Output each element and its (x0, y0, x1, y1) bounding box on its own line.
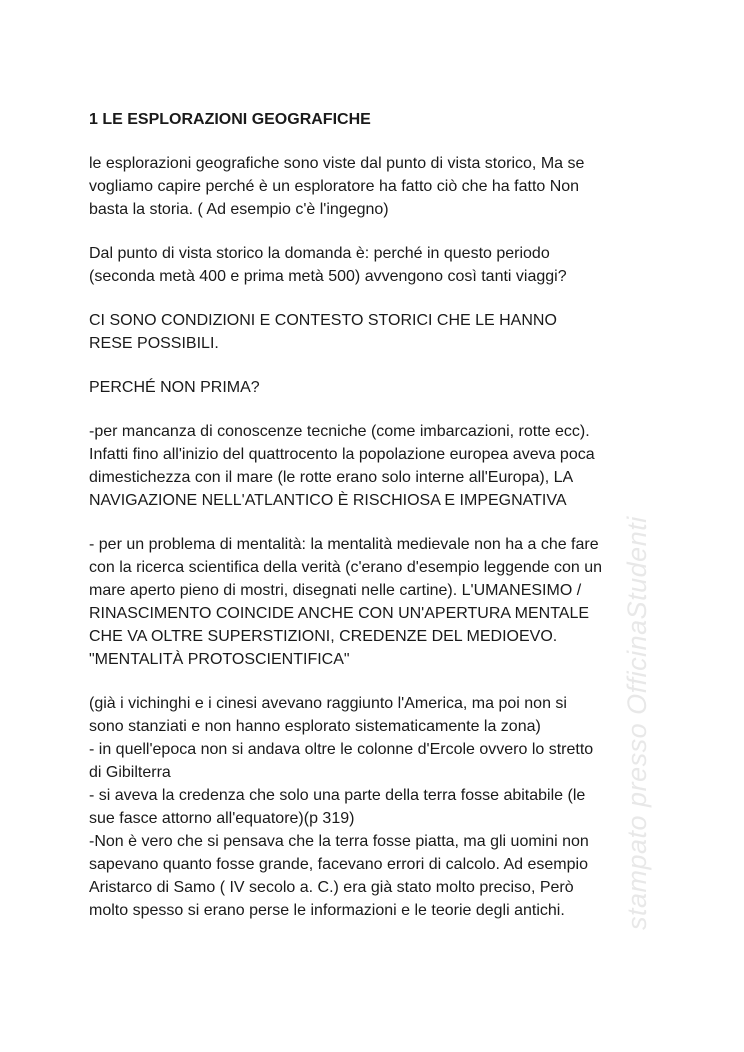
paragraph-line: Dal punto di vista storico la domanda è: perché in questo periodo (89, 245, 550, 262)
paragraph-line: "MENTALITÀ PROTOSCIENTIFICA" (89, 651, 350, 668)
paragraph-line: CI SONO CONDIZIONI E CONTESTO STORICI CHE LE HANNO (89, 312, 557, 329)
paragraph-line: RINASCIMENTO COINCIDE ANCHE CON UN'APERTURA MENTALE (89, 605, 590, 622)
paragraph-line: vogliamo capire perché è un esploratore ha fatto ciò che ha fatto Non (89, 178, 580, 195)
paragraph-line: RESE POSSIBILI. (89, 335, 219, 352)
paragraph-line: Infatti fino all'inizio del quattrocento la popolazione europea aveva poca (89, 446, 595, 463)
paragraph-line: - per un problema di mentalità: la mentalità medievale non ha a che fare (89, 536, 599, 553)
paragraph-line: mare aperto pieno di mostri, disegnati nelle cartine). L'UMANESIMO / (89, 582, 582, 599)
paragraph-line: (già i vichinghi e i cinesi avevano raggiunto l'America, ma poi non si (89, 695, 567, 712)
paragraph-line: di Gibilterra (89, 764, 171, 781)
paragraph-line: -Non è vero che si pensava che la terra fosse piatta, ma gli uomini non (89, 833, 589, 850)
paragraph-line: molto spesso si erano perse le informazioni e le teorie degli antichi. (89, 902, 565, 919)
paragraph-line: dimestichezza con il mare (le rotte erano solo interne all'Europa), LA (89, 469, 574, 486)
paragraph-line: basta la storia. ( Ad esempio c'è l'ingegno) (89, 201, 389, 218)
paragraph-line: CHE VA OLTRE SUPERSTIZIONI, CREDENZE DEL MEDIOEVO. (89, 628, 558, 645)
paragraph-intro (89, 152, 664, 221)
paragraph-technical-knowledge (89, 420, 664, 512)
paragraph-line: sapevano quanto fosse grande, facevano errori di calcolo. Ad esempio (89, 856, 588, 873)
paragraph-line: le esplorazioni geografiche sono viste dal punto di vista storico, Ma se (89, 155, 585, 172)
document-page (89, 108, 664, 943)
paragraph-line: (seconda metà 400 e prima metà 500) avvengono così tanti viaggi? (89, 268, 567, 285)
paragraph-line: PERCHÉ NON PRIMA? (89, 379, 260, 396)
paragraph-line: con la ricerca scientifica della verità (c'erano d'esempio leggende con un (89, 559, 603, 576)
paragraph-notes (89, 692, 664, 922)
paragraph-line: sono stanziati e non hanno esplorato sistematicamente la zona) (89, 718, 541, 735)
paragraph-line: Aristarco di Samo ( IV secolo a. C.) era già stato molto preciso, Però (89, 879, 574, 896)
paragraph-question (89, 242, 664, 288)
paragraph-why-not-before (89, 376, 664, 399)
paragraph-line: NAVIGAZIONE NELL'ATLANTICO È RISCHIOSA E IMPEGNATIVA (89, 492, 567, 509)
paragraph-line: - in quell'epoca non si andava oltre le colonne d'Ercole ovvero lo stretto (89, 741, 594, 758)
paragraph-conditions (89, 309, 664, 355)
watermark: stampato presso OfficinaStudenti (622, 516, 652, 930)
document-title: 1 LE ESPLORAZIONI GEOGRAFICHE (89, 111, 371, 128)
paragraph-line: sue fasce attorno all'equatore)(p 319) (89, 810, 355, 827)
paragraph-line: -per mancanza di conoscenze tecniche (come imbarcazioni, rotte ecc). (89, 423, 590, 440)
paragraph-mentality (89, 533, 664, 671)
paragraph-line: - si aveva la credenza che solo una parte della terra fosse abitabile (le (89, 787, 586, 804)
